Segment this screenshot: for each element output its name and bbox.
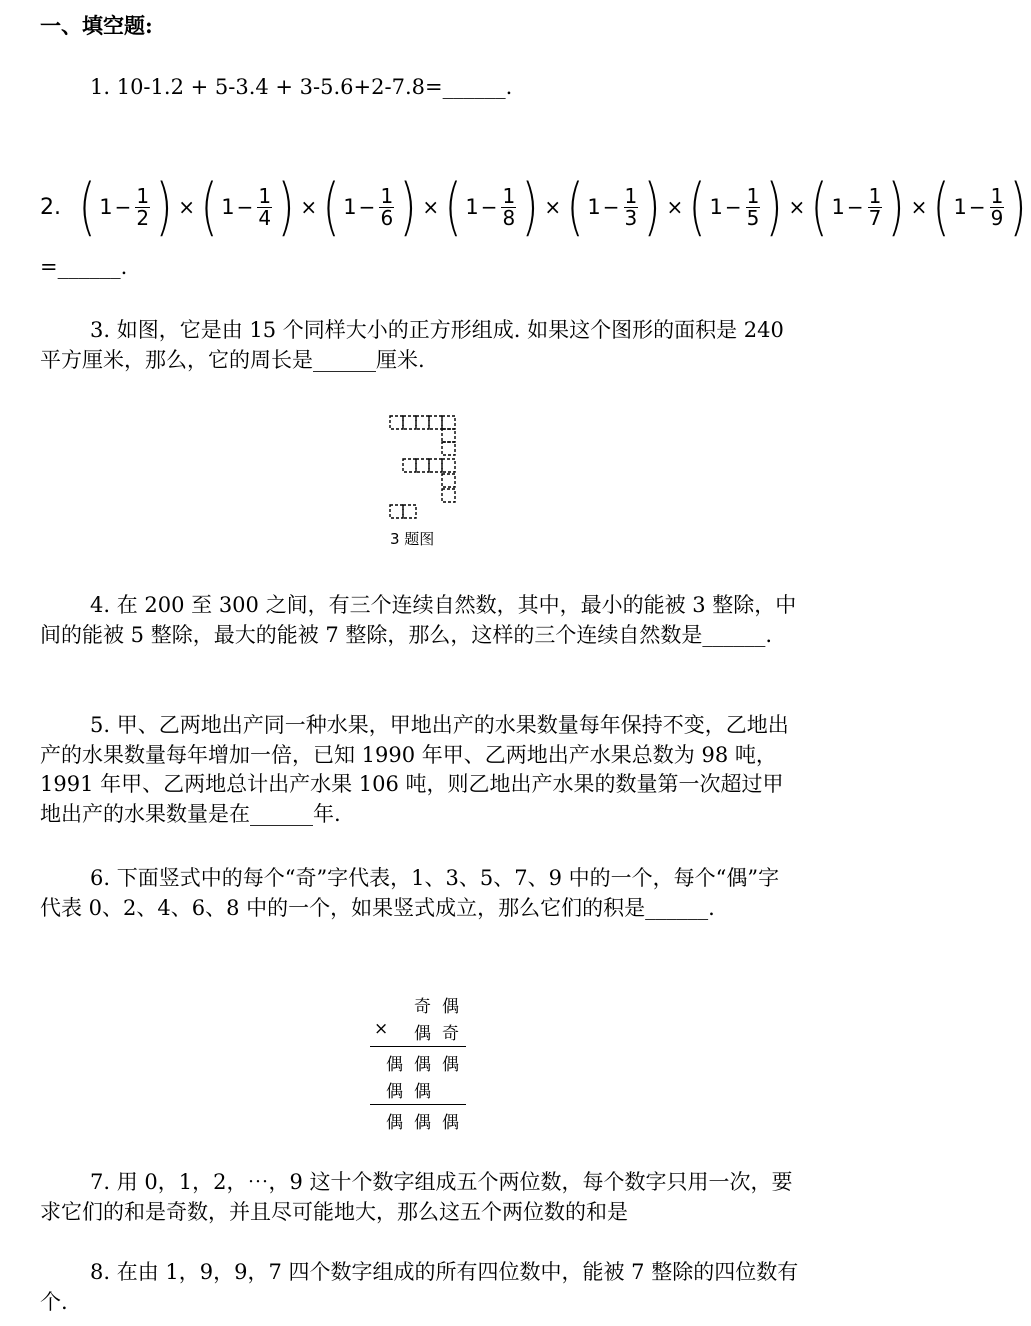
fraction-denominator: 5 (746, 205, 760, 230)
times-sign: × (374, 1019, 389, 1039)
product-term (929, 170, 1030, 243)
figure-square (442, 459, 455, 472)
fraction (135, 183, 150, 230)
question-6: 6. 下面竖式中的每个“奇”字代表，1、3、5、7、9 中的一个，每个“偶”字代表 0、2、4、6、8 中的一个，如果竖式成立，那么它们的积是______. (40, 866, 780, 920)
minus-sign: − (358, 195, 376, 219)
times-sign: × (910, 195, 928, 219)
times-sign: × (300, 195, 318, 219)
mult-digit: 偶 (414, 1024, 431, 1044)
figure-square (390, 505, 403, 518)
product-term (685, 170, 786, 243)
minus-sign: − (236, 195, 254, 219)
fraction-numerator: 1 (624, 183, 638, 208)
figure-square (390, 416, 403, 429)
fraction-denominator: 4 (258, 205, 272, 230)
figure-square (416, 416, 429, 429)
figure-square (442, 442, 455, 455)
question-2-answer-line: =______. (40, 255, 128, 279)
figure-square (416, 459, 429, 472)
question-7: 7. 用 0，1，2，⋯，9 这十个数字组成五个两位数，每个数字只用一次，要求它们的和是奇数，并且尽可能地大，那么这五个两位数的和是 (40, 1170, 793, 1224)
question-3-figure (385, 412, 465, 522)
mult-row-4 (370, 1077, 480, 1104)
minus-sign: − (846, 195, 864, 219)
mult-row-3 (370, 1050, 480, 1077)
times-sign: × (666, 195, 684, 219)
mult-digit: 偶 (442, 997, 459, 1017)
minus-sign: − (968, 195, 986, 219)
paren-open: ( (932, 170, 950, 243)
paren-open: ( (200, 170, 218, 243)
paren-open: ( (444, 170, 462, 243)
fraction-numerator: 1 (380, 183, 394, 208)
fraction-numerator: 1 (868, 183, 882, 208)
mult-digit: 偶 (414, 1113, 431, 1133)
question-2-expression (40, 172, 1031, 242)
mult-row-2 (370, 1019, 480, 1046)
mult-digit: 奇 (442, 1024, 459, 1044)
minus-sign: − (724, 195, 742, 219)
mult-digit: 偶 (414, 1082, 431, 1102)
paren-open: ( (688, 170, 706, 243)
mult-digit: 偶 (442, 1113, 459, 1133)
paren-close: ) (765, 170, 783, 243)
term-one: 1 (343, 195, 357, 219)
fraction (257, 183, 272, 230)
question-3: 3. 如图，它是由 15 个同样大小的正方形组成. 如果这个图形的面积是 240 平方厘米，那么，它的周长是______厘米. (40, 318, 784, 372)
fraction-numerator: 1 (258, 183, 272, 208)
mult-digit: 偶 (386, 1113, 403, 1133)
question-8: 8. 在由 1，9，9，7 四个数字组成的所有四位数中，能被 7 整除的四位数有个. (40, 1260, 799, 1314)
paren-open: ( (566, 170, 584, 243)
fraction-denominator: 6 (380, 205, 394, 230)
question-4: 4. 在 200 至 300 之间，有三个连续自然数，其中，最小的能被 3 整除，中间的能被 5 整除，最大的能被 7 整除，那么，这样的三个连续自然数是______. (40, 593, 797, 647)
fraction-numerator: 1 (746, 183, 760, 208)
mult-digit: 偶 (386, 1082, 403, 1102)
fraction-denominator: 3 (624, 205, 638, 230)
question-6-vertical-multiplication (370, 992, 480, 1135)
times-sign: × (788, 195, 806, 219)
paren-close: ) (521, 170, 539, 243)
minus-sign: − (480, 195, 498, 219)
figure-square (403, 459, 416, 472)
question-2-number: 2. (40, 194, 61, 220)
times-sign: × (178, 195, 196, 219)
mult-digit: 偶 (414, 1055, 431, 1075)
term-one: 1 (831, 195, 845, 219)
paren-close: ) (277, 170, 295, 243)
figure-square (403, 505, 416, 518)
paren-close: ) (643, 170, 661, 243)
fraction-numerator: 1 (502, 183, 516, 208)
paren-open: ( (322, 170, 340, 243)
minus-sign: − (602, 195, 620, 219)
fraction (990, 183, 1005, 230)
fraction (746, 183, 761, 230)
fraction-numerator: 1 (990, 183, 1004, 208)
product-term (75, 170, 176, 243)
term-one: 1 (99, 195, 113, 219)
mult-row-1 (370, 992, 480, 1019)
fraction-denominator: 9 (990, 205, 1004, 230)
paren-close: ) (399, 170, 417, 243)
paren-close: ) (887, 170, 905, 243)
fraction (624, 183, 639, 230)
paren-close: ) (1010, 170, 1027, 243)
fraction-denominator: 8 (502, 205, 516, 230)
product-term (197, 170, 298, 243)
question-3-figure-caption: 3 题图 (390, 530, 435, 548)
mult-row-5 (370, 1108, 480, 1135)
figure-square (429, 459, 442, 472)
mult-digit: 奇 (414, 997, 431, 1017)
product-term (319, 170, 420, 243)
mult-digit: 偶 (442, 1055, 459, 1075)
fraction (501, 183, 516, 230)
paren-open: ( (810, 170, 828, 243)
product-term (563, 170, 664, 243)
figure-square (429, 416, 442, 429)
mult-digit: 偶 (386, 1055, 403, 1075)
fraction-denominator: 2 (136, 205, 150, 230)
term-one: 1 (709, 195, 723, 219)
paren-close: ) (155, 170, 173, 243)
figure-square (442, 416, 455, 429)
fraction (379, 183, 394, 230)
term-one: 1 (953, 195, 967, 219)
fraction-numerator: 1 (136, 183, 150, 208)
figure-square (442, 474, 455, 487)
term-one: 1 (587, 195, 601, 219)
term-one: 1 (221, 195, 235, 219)
times-sign: × (544, 195, 562, 219)
fraction (868, 183, 883, 230)
product-term (807, 170, 908, 243)
question-1: 1. 10-1.2 + 5-3.4 + 3-5.6+2-7.8=______. (90, 75, 513, 99)
fraction-denominator: 7 (868, 205, 882, 230)
term-one: 1 (465, 195, 479, 219)
figure-square (403, 416, 416, 429)
paren-open: ( (78, 170, 96, 243)
section-title: 一、填空题: (40, 13, 153, 38)
question-5: 5. 甲、乙两地出产同一种水果，甲地出产的水果数量每年保持不变，乙地出产的水果数量每年增加一倍，已知 1990 年甲、乙两地出产水果总数为 98 吨，1991 年甲、乙两地总计出产水果 106 吨，则乙地出产水果的数量第一次超过甲地出产的水果数量是在______年. (40, 713, 789, 826)
minus-sign: − (114, 195, 132, 219)
mult-divider (370, 1046, 466, 1047)
times-sign: × (422, 195, 440, 219)
figure-square (442, 489, 455, 502)
mult-divider (370, 1104, 466, 1105)
product-term (441, 170, 542, 243)
figure-square (442, 429, 455, 442)
